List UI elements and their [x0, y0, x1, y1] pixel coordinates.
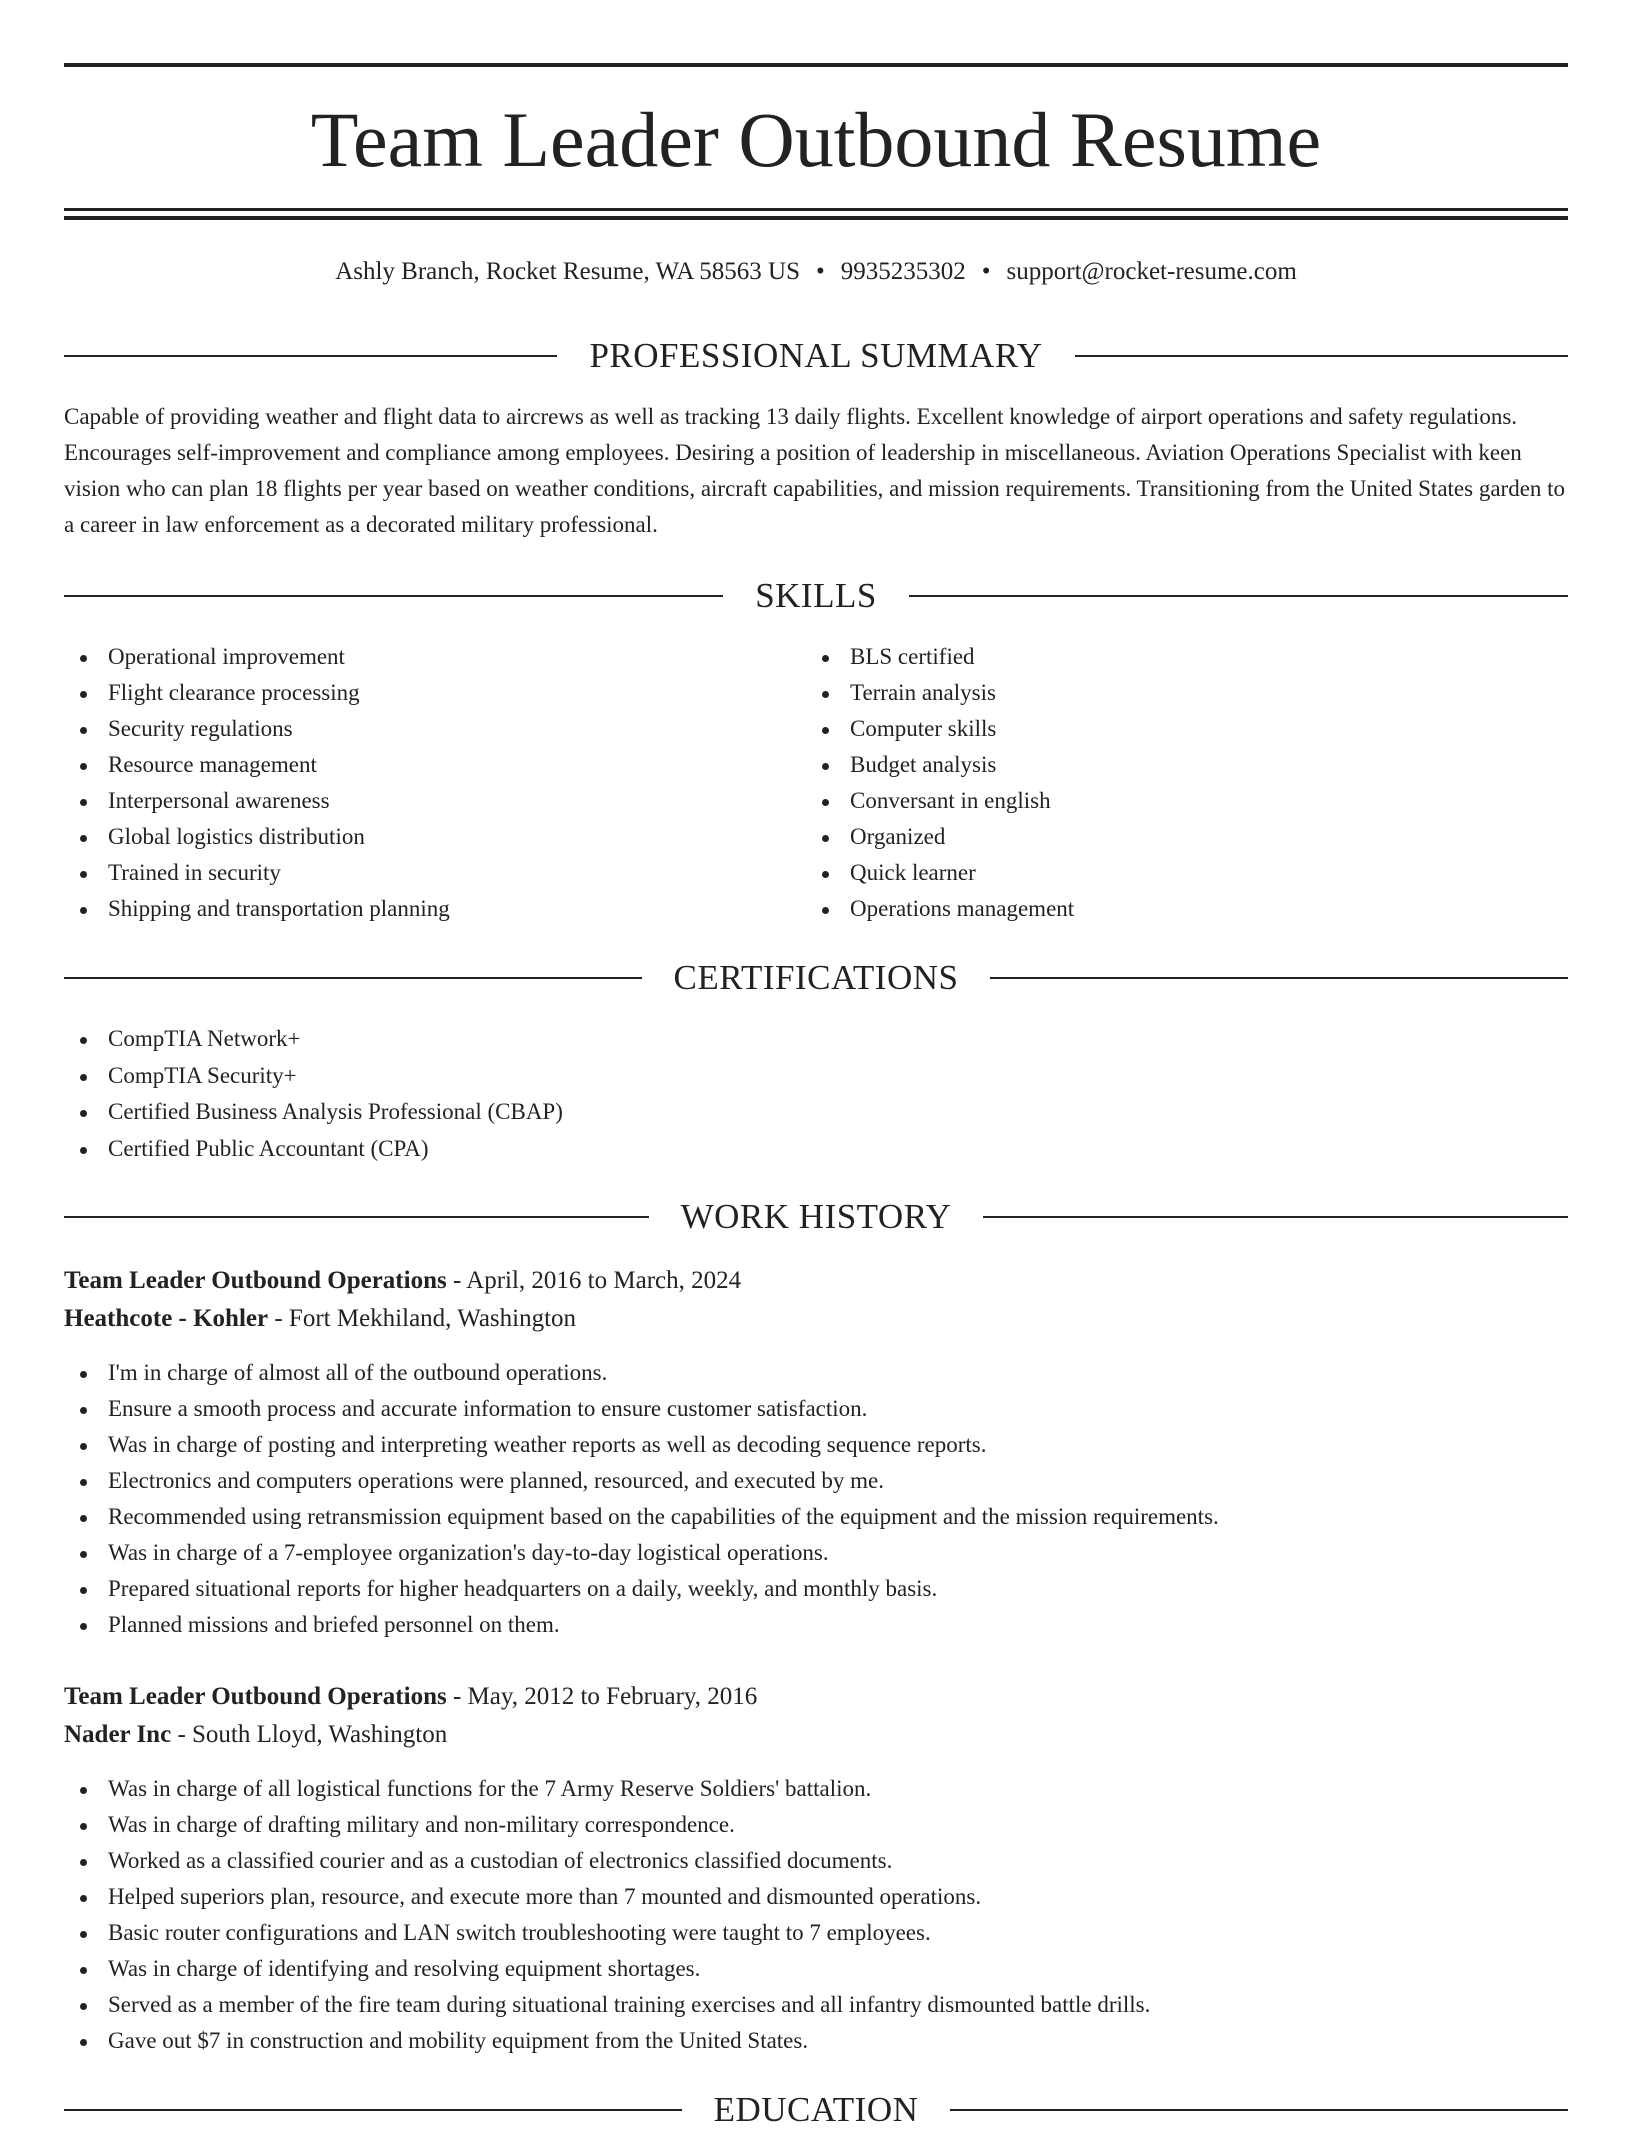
job-dates: - April, 2016 to March, 2024 [446, 1267, 742, 1294]
list-item: Was in charge of a 7-employee organization's day-to-day logistical operations. [64, 1535, 1568, 1571]
job-role: Team Leader Outbound Operations [64, 1683, 447, 1710]
heading-rule [983, 1216, 1568, 1218]
top-rule [64, 63, 1568, 67]
section-heading-summary [64, 334, 1568, 378]
section-heading-label: EDUCATION [713, 2090, 919, 2129]
job-company: Nader Inc [64, 1721, 172, 1748]
list-item: Recommended using retransmission equipment based on the capabilities of the equipment and the mission requirements. [64, 1499, 1568, 1535]
list-item: Resource management [64, 747, 784, 783]
list-item: I'm in charge of almost all of the outbound operations. [64, 1355, 1568, 1391]
skills-list-right [806, 639, 1526, 927]
list-item: Gave out $7 in construction and mobility equipment from the United States. [64, 2023, 1568, 2059]
contact-email: support@rocket-resume.com [1006, 258, 1297, 285]
heading-rule [909, 595, 1568, 597]
list-item: Electronics and computers operations were planned, resourced, and executed by me. [64, 1463, 1568, 1499]
list-item: Basic router configurations and LAN switch troubleshooting were taught to 7 employees. [64, 1915, 1568, 1951]
list-item: CompTIA Network+ [64, 1021, 1064, 1058]
heading-rule [990, 977, 1568, 979]
list-item: Certified Public Accountant (CPA) [64, 1131, 1064, 1168]
heading-rule [1075, 355, 1568, 357]
heading-rule [64, 2109, 682, 2111]
section-heading-work-history [64, 1195, 1568, 1239]
summary-paragraph: Capable of providing weather and flight data to aircrews as well as tracking 13 daily flights. Excellent knowledge of airport operations and safety regulations. Encourages self-improvement and compliance among employees. Desiring a position of leadership in miscellaneous. Aviation Operations Specialist with keen vision who can plan 18 flights per year based on weather conditions, aircraft capabilities, and mission requirements. Transitioning from the United States garden to a career in law enforcement as a decorated military professional. [64, 404, 1566, 537]
list-item: Flight clearance processing [64, 675, 784, 711]
title-rule-upper [64, 208, 1568, 211]
list-item: Operations management [806, 891, 1526, 927]
list-item: BLS certified [806, 639, 1526, 675]
title-rule-lower [64, 216, 1568, 220]
list-item: Budget analysis [806, 747, 1526, 783]
list-item: Prepared situational reports for higher headquarters on a daily, weekly, and monthly basis. [64, 1571, 1568, 1607]
contact-separator: • [815, 258, 825, 285]
contact-phone: 9935235302 [840, 258, 966, 285]
section-heading-label: SKILLS [755, 576, 877, 615]
section-heading-certifications [64, 956, 1568, 1000]
list-item: Helped superiors plan, resource, and execute more than 7 mounted and dismounted operations. [64, 1879, 1568, 1915]
job-company-line [64, 1300, 1568, 1338]
list-item: Global logistics distribution [64, 819, 784, 855]
skills-list-left [64, 639, 784, 927]
list-item: Certified Business Analysis Professional (CBAP) [64, 1094, 1064, 1131]
heading-rule [64, 595, 723, 597]
job-location: - South Lloyd, Washington [171, 1721, 448, 1748]
heading-rule [64, 977, 642, 979]
list-item: Operational improvement [64, 639, 784, 675]
job-bullets [64, 1771, 1568, 2059]
list-item: Conversant in english [806, 783, 1526, 819]
contact-line [64, 254, 1568, 290]
list-item: Security regulations [64, 711, 784, 747]
job-bullets [64, 1355, 1568, 1643]
section-heading-label: CERTIFICATIONS [673, 958, 959, 997]
list-item: Computer skills [806, 711, 1526, 747]
job-title-line [64, 1678, 1568, 1716]
list-item: Planned missions and briefed personnel on them. [64, 1607, 1568, 1643]
job-company: Heathcote - Kohler [64, 1305, 269, 1332]
job-title-line [64, 1262, 1568, 1300]
heading-rule [950, 2109, 1568, 2111]
list-item: Organized [806, 819, 1526, 855]
list-item: CompTIA Security+ [64, 1058, 1064, 1095]
list-item: Was in charge of all logistical functions for the 7 Army Reserve Soldiers' battalion. [64, 1771, 1568, 1807]
list-item: Interpersonal awareness [64, 783, 784, 819]
certifications-list [64, 1021, 1064, 1167]
list-item: Quick learner [806, 855, 1526, 891]
list-item: Terrain analysis [806, 675, 1526, 711]
heading-rule [64, 355, 557, 357]
list-item: Served as a member of the fire team during situational training exercises and all infantry dismounted battle drills. [64, 1987, 1568, 2023]
section-heading-label: PROFESSIONAL SUMMARY [589, 336, 1043, 375]
job-location: - Fort Mekhiland, Washington [268, 1305, 577, 1332]
heading-rule [64, 1216, 649, 1218]
list-item: Trained in security [64, 855, 784, 891]
contact-address: Ashly Branch, Rocket Resume, WA 58563 US [335, 258, 800, 285]
list-item: Was in charge of identifying and resolving equipment shortages. [64, 1951, 1568, 1987]
list-item: Ensure a smooth process and accurate information to ensure customer satisfaction. [64, 1391, 1568, 1427]
job-dates: - May, 2012 to February, 2016 [446, 1683, 758, 1710]
contact-separator: • [981, 258, 991, 285]
job-role: Team Leader Outbound Operations [64, 1267, 447, 1294]
job-company-line [64, 1716, 1568, 1754]
section-heading-education [64, 2088, 1568, 2132]
list-item: Was in charge of posting and interpreting weather reports as well as decoding sequence reports. [64, 1427, 1568, 1463]
list-item: Shipping and transportation planning [64, 891, 784, 927]
list-item: Worked as a classified courier and as a custodian of electronics classified documents. [64, 1843, 1568, 1879]
resume-title: Team Leader Outbound Resume [310, 96, 1322, 183]
section-heading-skills [64, 574, 1568, 618]
list-item: Was in charge of drafting military and non-military correspondence. [64, 1807, 1568, 1843]
section-heading-label: WORK HISTORY [680, 1197, 952, 1236]
